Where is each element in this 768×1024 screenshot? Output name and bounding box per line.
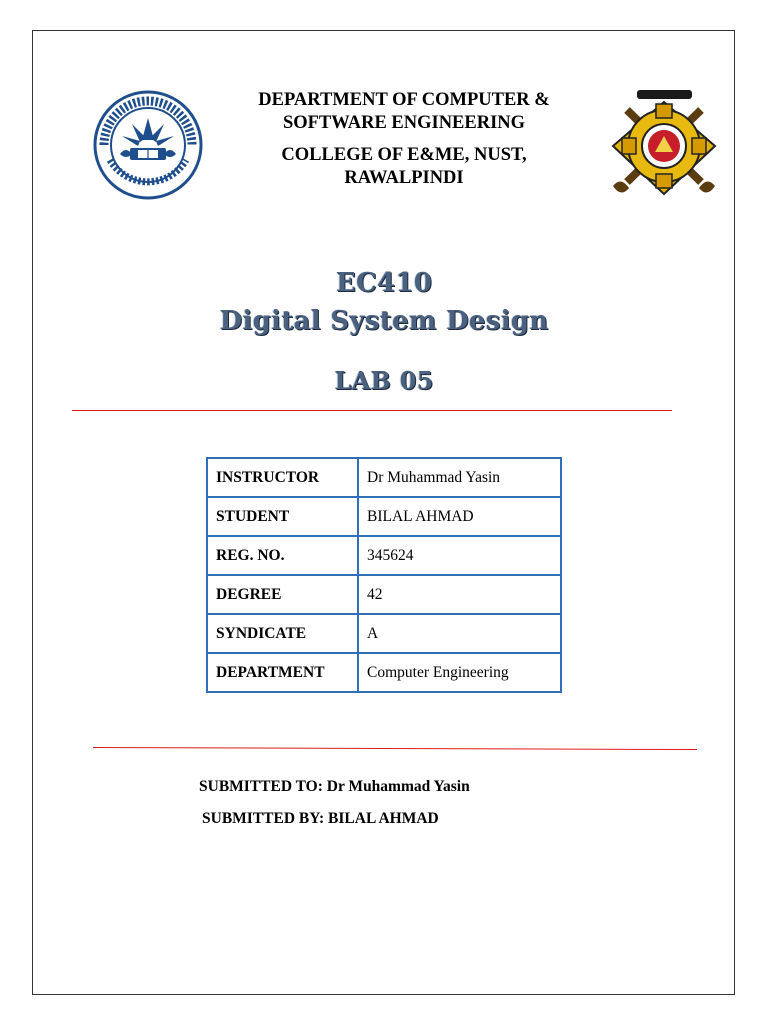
instructor-value: Dr Muhammad Yasin bbox=[358, 458, 561, 497]
student-value: BILAL AHMAD bbox=[358, 497, 561, 536]
nust-logo-icon bbox=[92, 88, 204, 202]
department-label: DEPARTMENT bbox=[207, 653, 358, 692]
table-row bbox=[207, 497, 561, 536]
reg-no-value: 345624 bbox=[358, 536, 561, 575]
lab-number: LAB 05 bbox=[334, 366, 434, 395]
table-row bbox=[207, 458, 561, 497]
course-name: Digital System Design bbox=[219, 306, 549, 336]
department-line-2: SOFTWARE ENGINEERING bbox=[282, 113, 526, 133]
instructor-label: INSTRUCTOR bbox=[207, 458, 358, 497]
table-row bbox=[207, 575, 561, 614]
header-block bbox=[214, 89, 594, 190]
divider-top bbox=[72, 410, 672, 411]
table-row bbox=[207, 536, 561, 575]
info-table bbox=[206, 457, 562, 693]
table-row bbox=[207, 614, 561, 653]
course-code: EC410 bbox=[335, 268, 433, 298]
table-row bbox=[207, 653, 561, 692]
degree-label: DEGREE bbox=[207, 575, 358, 614]
college-line-2: RAWALPINDI bbox=[344, 168, 464, 188]
college-line-1: COLLEGE OF E&ME, NUST, bbox=[281, 145, 527, 165]
department-line-1: DEPARTMENT OF COMPUTER & bbox=[258, 90, 550, 110]
submitted-by: SUBMITTED BY: BILAL AHMAD bbox=[202, 810, 439, 827]
syndicate-label: SYNDICATE bbox=[207, 614, 358, 653]
eme-crest-icon bbox=[607, 86, 722, 204]
syndicate-value: A bbox=[358, 614, 561, 653]
student-label: STUDENT bbox=[207, 497, 358, 536]
submitted-to: SUBMITTED TO: Dr Muhammad Yasin bbox=[199, 778, 470, 795]
degree-value: 42 bbox=[358, 575, 561, 614]
department-value: Computer Engineering bbox=[358, 653, 561, 692]
reg-no-label: REG. NO. bbox=[207, 536, 358, 575]
